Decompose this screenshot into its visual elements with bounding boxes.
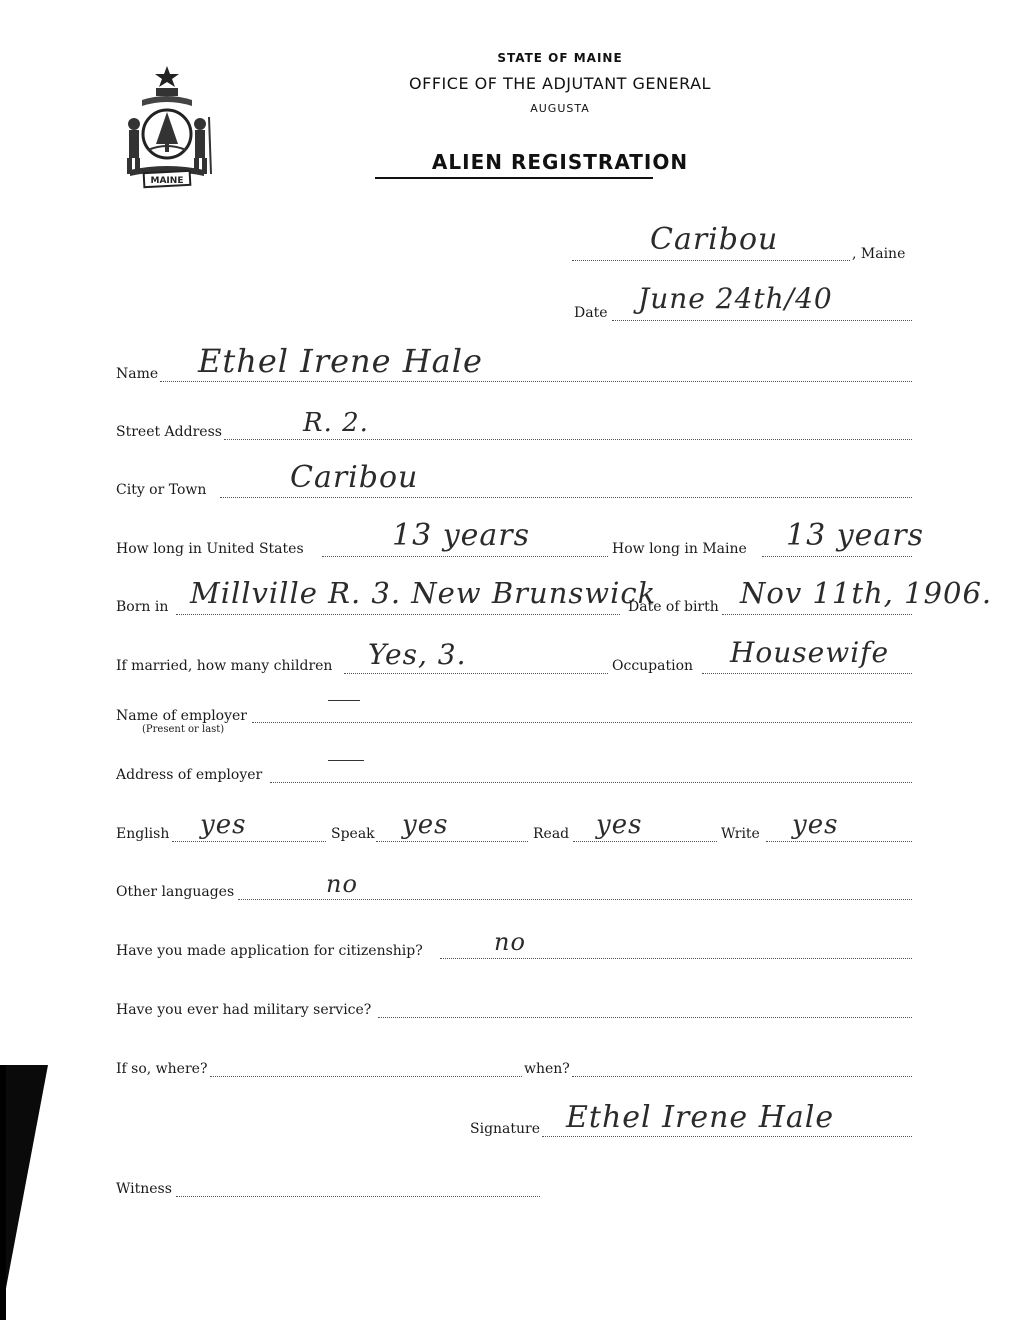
employer-dash [328,700,360,701]
other-languages-line [238,899,912,900]
title-underline [375,177,653,179]
maine-duration-label: How long in Maine [612,541,747,557]
speak-line [376,841,528,842]
where-line [210,1076,522,1077]
us-duration-label: How long in United States [116,541,304,557]
town-line [572,260,850,261]
us-duration-value: 13 years [392,518,531,553]
svg-text:MAINE: MAINE [150,176,184,186]
employer-label: Name of employer [116,708,247,724]
employer-line [252,722,912,723]
town-value: Caribou [650,222,779,257]
city-label: City or Town [116,482,207,498]
english-line [172,841,326,842]
name-line [160,381,912,382]
us-duration-line [322,556,608,557]
birthplace-label: Born in [116,599,169,615]
date-label: Date [574,305,608,321]
birthdate-line [722,614,912,615]
read-line [573,841,717,842]
occupation-label: Occupation [612,658,694,674]
street-value: R. 2. [303,408,369,438]
write-value: yes [792,810,839,840]
form-title: ALIEN REGISTRATION [431,150,689,174]
maine-duration-line [762,556,912,557]
children-value: Yes, 3. [368,638,467,671]
name-label: Name [116,366,159,382]
town-suffix: , Maine [852,246,906,262]
read-value: yes [596,810,643,840]
other-languages-label: Other languages [116,884,235,900]
employer-address-dash [328,760,364,761]
scan-edge-shadow [0,1065,48,1320]
city-line [220,497,912,498]
header-city: AUGUSTA [530,102,590,115]
city-value: Caribou [290,460,419,495]
birthdate-value: Nov 11th, 1906. [740,576,993,610]
children-label: If married, how many children [116,658,333,674]
employer-address-line [270,782,912,783]
english-label: English [116,826,170,842]
street-label: Street Address [116,424,222,440]
other-languages-value: no [326,870,358,898]
write-line [766,841,912,842]
citizenship-label: Have you made application for citizenship? [116,943,423,959]
witness-line [176,1196,540,1197]
military-label: Have you ever had military service? [116,1002,372,1018]
signature-value: Ethel Irene Hale [566,1100,835,1135]
date-line [612,320,912,321]
speak-label: Speak [331,826,375,842]
header-office: OFFICE OF THE ADJUTANT GENERAL [409,74,711,93]
occupation-line [702,673,912,674]
when-line [572,1076,912,1077]
signature-label: Signature [470,1121,541,1137]
write-label: Write [721,826,760,842]
english-value: yes [200,810,247,840]
maine-state-seal-icon [112,62,222,192]
employer-address-label: Address of employer [116,767,263,783]
maine-duration-value: 13 years [786,518,925,553]
read-label: Read [533,826,570,842]
citizenship-value: no [494,928,526,956]
birthdate-label: Date of birth [628,599,719,615]
scan-edge-strip [0,1065,6,1320]
citizenship-line [440,958,912,959]
military-line [378,1017,912,1018]
date-value: June 24th/40 [638,282,833,315]
where-label: If so, where? [116,1061,208,1077]
street-line [224,439,912,440]
when-label: when? [524,1061,570,1077]
header-state: STATE OF MAINE [497,51,623,65]
name-value: Ethel Irene Hale [198,342,483,380]
speak-value: yes [402,810,449,840]
witness-label: Witness [116,1181,172,1197]
birthplace-line [176,614,620,615]
occupation-value: Housewife [730,636,890,669]
children-line [344,673,608,674]
birthplace-value: Millville R. 3. New Brunswick [190,576,657,610]
employer-sublabel: (Present or last) [142,724,225,735]
signature-line [542,1136,912,1137]
